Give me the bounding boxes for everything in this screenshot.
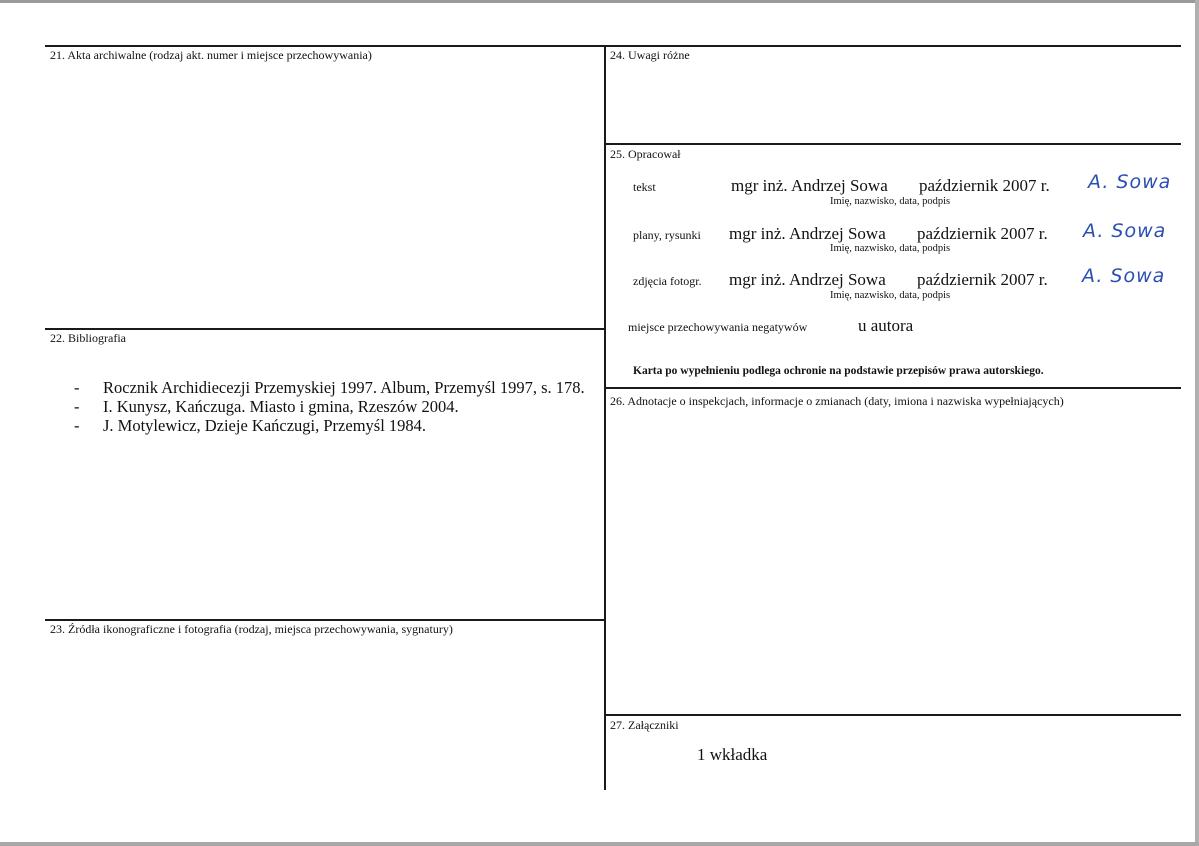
rule-23-top [45,619,605,621]
bibliography-item [74,378,604,397]
bibliography-list [74,378,604,435]
bibliography-text: Rocznik Archidiecezji Przemyskiej 1997. Album, Przemyśl 1997, s. 178. [103,378,585,397]
author-row-kind: plany, rysunki [633,228,701,242]
author-row-date: październik 2007 r. [919,176,1050,195]
author-row-date: październik 2007 r. [917,270,1048,289]
bibliography-text: J. Motylewicz, Dzieje Kańczugi, Przemyśl 1984. [103,416,427,435]
handwritten-signature: A. Sowa [1082,265,1166,287]
rule-26-top [604,387,1181,389]
section-23-label: 23. Źródła ikonograficzne i fotografia (rodzaj, miejsca przechowywania, sygnatury) [50,622,453,636]
negatives-value: u autora [858,316,914,335]
page-edge-right [1195,0,1199,846]
author-row-kind: tekst [633,180,656,194]
bibliography-item [74,416,604,435]
column-divider [604,45,606,790]
bibliography-item [74,397,604,416]
attachments-value: 1 wkładka [697,745,768,764]
section-26-label: 26. Adnotacje o inspekcjach, informacje o zmianach (daty, imiona i nazwiska wypełniających) [610,394,1064,408]
author-row-caption: Imię, nazwisko, data, podpis [830,243,951,254]
rule-21-top [45,45,605,47]
author-row-name: mgr inż. Andrzej Sowa [731,176,888,195]
author-row-kind: zdjęcia fotogr. [633,274,702,288]
rule-22-top [45,328,605,330]
section-25-label: 25. Opracował [610,147,681,161]
list-dash: - [74,416,80,435]
section-21-label: 21. Akta archiwalne (rodzaj akt. numer i miejsce przechowywania) [50,48,372,62]
author-row-caption: Imię, nazwisko, data, podpis [830,196,951,207]
page-edge-top [0,0,1199,3]
section-24-label: 24. Uwagi różne [610,48,690,62]
list-dash: - [74,378,80,397]
author-row-date: październik 2007 r. [917,224,1048,243]
rule-24-top [604,45,1181,47]
rule-25-top [604,143,1181,145]
author-row-name: mgr inż. Andrzej Sowa [729,270,886,289]
section-22-label: 22. Bibliografia [50,331,126,345]
handwritten-signature: A. Sowa [1088,171,1172,193]
list-dash: - [74,397,80,416]
author-row-name: mgr inż. Andrzej Sowa [729,224,886,243]
negatives-label: miejsce przechowywania negatywów [628,320,808,334]
page-edge-bottom [0,842,1199,846]
handwritten-signature: A. Sowa [1083,220,1167,242]
author-row-caption: Imię, nazwisko, data, podpis [830,290,951,301]
rule-27-top [604,714,1181,716]
section-27-label: 27. Załączniki [610,718,679,732]
copyright-note: Karta po wypełnieniu podlega ochronie na podstawie przepisów prawa autorskiego. [633,365,1044,377]
bibliography-text: I. Kunysz, Kańczuga. Miasto i gmina, Rzeszów 2004. [103,397,459,416]
